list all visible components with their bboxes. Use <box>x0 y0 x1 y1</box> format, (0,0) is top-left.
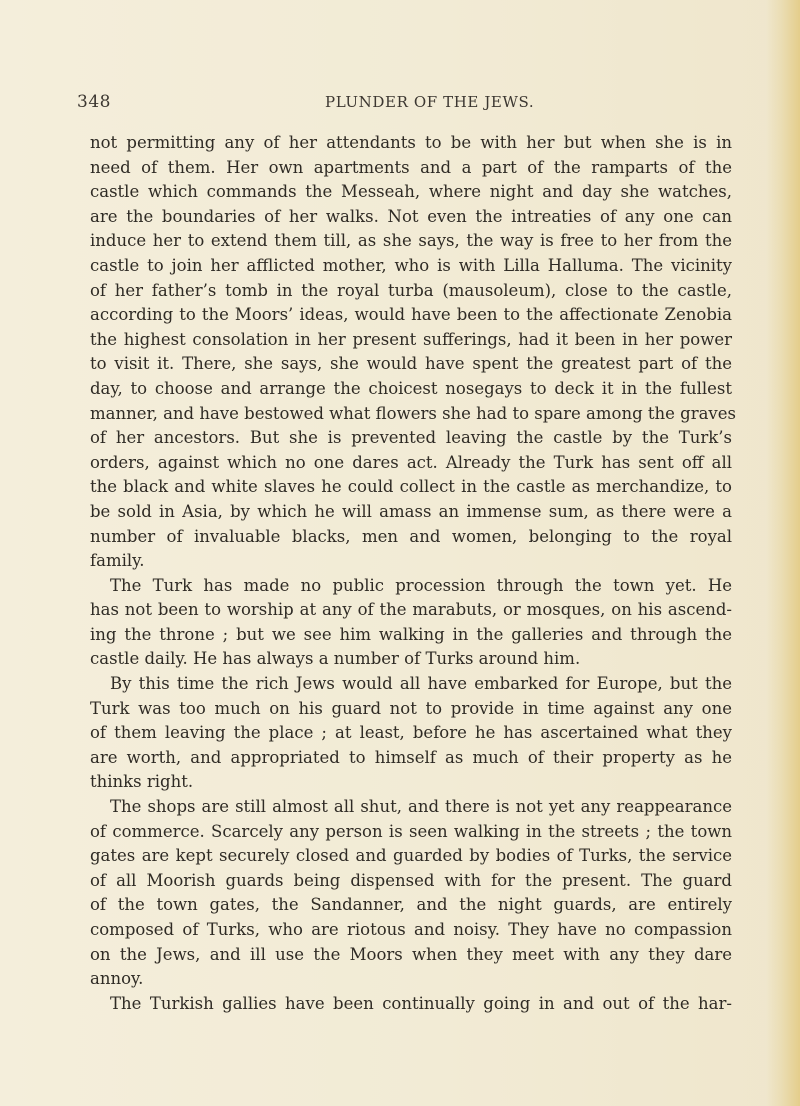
text-line: need of them. Her own apartments and a part of the ramparts of the <box>90 157 732 177</box>
page-header <box>77 92 737 122</box>
text-line: has not been to worship at any of the marabuts, or mosques, on his ascend- <box>90 600 732 620</box>
text-line: castle to join her afflicted mother, who is with Lilla Halluma. The vicinity <box>90 255 732 275</box>
text-line: on the Jews, and ill use the Moors when they meet with any they dare <box>90 944 732 964</box>
text-line: are the boundaries of her walks. Not even the intreaties of any one can <box>90 206 732 226</box>
text-line: according to the Moors’ ideas, would have been to the affectionate Zenobia <box>90 305 732 325</box>
text-line: to visit it. There, she says, she would have spent the greatest part of the <box>90 354 732 374</box>
text-line: number of invaluable blacks, men and women, belonging to the royal <box>90 526 732 546</box>
text-line: of them leaving the place ; at least, before he has ascertained what they <box>90 723 732 743</box>
text-line: of her father’s tomb in the royal turba (mausoleum), close to the castle, <box>90 280 732 300</box>
paragraph-start: The shops are still almost all shut, and there is not yet any reappearance <box>110 797 732 817</box>
text-line: induce her to extend them till, as she says, the way is free to her from the <box>90 231 732 251</box>
text-line: the highest consolation in her present sufferings, had it been in her power <box>90 329 732 349</box>
text-line: of commerce. Scarcely any person is seen walking in the streets ; the town <box>90 821 732 841</box>
text-line: gates are kept securely closed and guarded by bodies of Turks, the service <box>90 846 732 866</box>
text-line: manner, and have bestowed what flowers she had to spare among the graves <box>90 403 736 423</box>
text-line: thinks right. <box>90 772 194 792</box>
text-line: day, to choose and arrange the choicest nosegays to deck it in the fullest <box>90 378 732 398</box>
page-number: 348 <box>77 92 111 112</box>
paragraph-start: The Turk has made no public procession through the town yet. He <box>110 575 732 595</box>
text-line: of the town gates, the Sandanner, and the night guards, are entirely <box>90 895 732 915</box>
text-line: be sold in Asia, by which he will amass an immense sum, as there were a <box>90 501 732 521</box>
text-line: are worth, and appropriated to himself as much of their property as he <box>90 747 732 767</box>
paragraph-start: The Turkish gallies have been continually going in and out of the har- <box>110 993 732 1013</box>
text-line: castle which commands the Messeah, where night and day she watches, <box>90 182 732 202</box>
text-line: family. <box>90 551 145 571</box>
page-edge-shadow <box>766 0 800 1106</box>
text-line: castle daily. He has always a number of Turks around him. <box>90 649 581 669</box>
text-line: of her ancestors. But she is prevented leaving the castle by the Turk’s <box>90 428 732 448</box>
text-line: of all Moorish guards being dispensed with for the present. The guard <box>90 870 732 890</box>
text-line: composed of Turks, who are riotous and noisy. They have no compassion <box>90 920 732 939</box>
text-line: not permitting any of her attendants to be with her but when she is in <box>90 133 732 152</box>
text-line: ing the throne ; but we see him walking in the galleries and through the <box>90 624 732 644</box>
text-line: orders, against which no one dares act. Already the Turk has sent off all <box>90 452 732 472</box>
text-line: annoy. <box>90 969 144 989</box>
running-head: PLUNDER OF THE JEWS. <box>325 93 535 111</box>
text-line: Turk was too much on his guard not to provide in time against any one <box>90 698 732 718</box>
text-line: the black and white slaves he could collect in the castle as merchandize, to <box>90 477 732 497</box>
body-text <box>90 131 736 1016</box>
paragraph-start: By this time the rich Jews would all have embarked for Europe, but the <box>110 674 732 694</box>
